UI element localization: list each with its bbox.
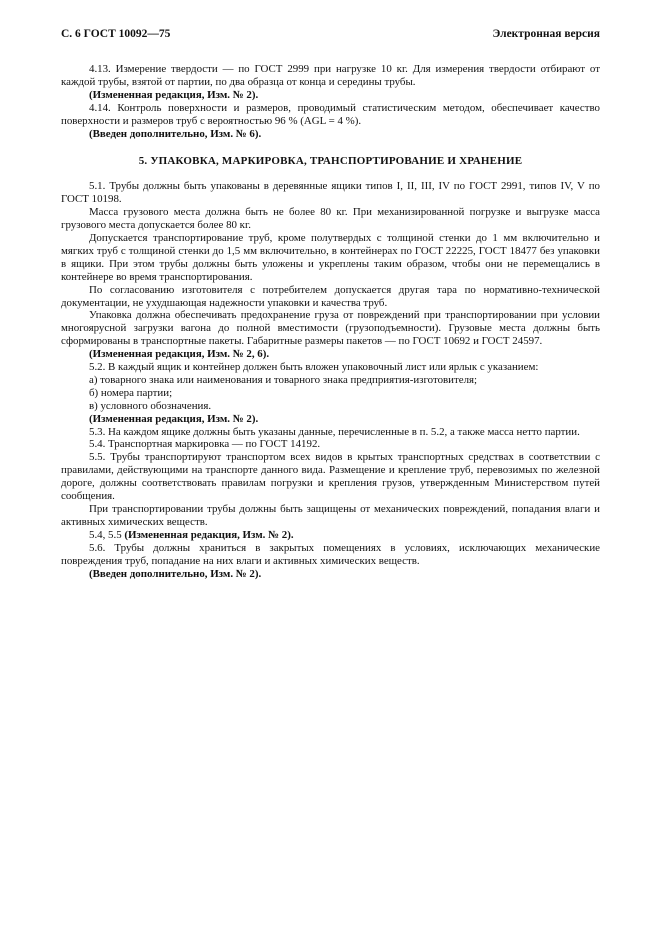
amendment-line xyxy=(61,529,600,542)
paragraph-5-6: 5.6. Трубы должны храниться в закрытых помещениях в условиях, исключающих механические повреждения труб, попадание на них влаги и активных химических веществ. xyxy=(61,541,600,567)
amendment-note: (Измененная редакция, Изм. № 2). xyxy=(89,412,259,425)
paragraph: Упаковка должна обеспечивать предохранение груза от повреждений при транспортировании при условии многоярусной загрузки вагона до полной вместимости (грузоподъемности). Грузовые места должны быть сформированы в транспортные пакеты. Габаритные размеры пакетов — по ГОСТ 10692 и ГОСТ 24597. xyxy=(61,309,600,348)
amendment-note: (Введен дополнительно, Изм. № 6). xyxy=(89,127,262,140)
document-body xyxy=(61,63,600,580)
section-title: 5. УПАКОВКА, МАРКИРОВКА, ТРАНСПОРТИРОВАНИЕ И ХРАНЕНИЕ xyxy=(138,155,523,168)
paragraph-5-4: 5.4. Транспортная маркировка — по ГОСТ 14192. xyxy=(89,438,321,451)
electronic-version-label: Электронная версия xyxy=(492,28,600,40)
paragraph-5-3: 5.3. На каждом ящике должны быть указаны данные, перечисленные в п. 5.2, а также масса нетто партии. xyxy=(89,425,580,438)
paragraph-5-1: 5.1. Трубы должны быть упакованы в деревянные ящики типов I, II, III, IV по ГОСТ 2991, типов IV, V по ГОСТ 10198. xyxy=(61,180,600,206)
paragraph-4-13: 4.13. Измерение твердости — по ГОСТ 2999 при нагрузке 10 кг. Для измерения твердости отбирают от каждой трубы, взятой от партии, по два образца от конца и середины трубы. xyxy=(61,63,600,88)
section-4-tail xyxy=(61,63,600,140)
amendment-note: (Измененная редакция, Изм. № 2, 6). xyxy=(89,348,270,361)
page-number-and-standard: С. 6 ГОСТ 10092—75 xyxy=(61,28,171,40)
section-5 xyxy=(61,180,600,580)
paragraph-5-2: 5.2. В каждый ящик и контейнер должен быть вложен упаковочный лист или ярлык с указанием: xyxy=(89,361,539,374)
paragraph-5-5: 5.5. Трубы транспортируют транспортом всех видов в крытых транспортных средствах в соответствии с правилами, действующими на транспорте данного вида. Размещение и крепление труб, перевозимых по железной дороге, должны соответствовать правилам погрузки и крепления грузов, утвержденным Министерством путей сообщения. xyxy=(61,451,600,503)
paragraph: При транспортировании трубы должны быть защищены от механических повреждений, попадания влаги и активных химических веществ. xyxy=(61,503,600,528)
clause-refs: 5.4, 5.5 xyxy=(89,528,125,541)
amendment-note: (Измененная редакция, Изм. № 2). xyxy=(89,88,259,101)
page-header xyxy=(61,28,600,44)
paragraph: По согласованию изготовителя с потребителем допускается другая тара по нормативно-технической документации, не ухудшающая надежности упаковки и качества труб. xyxy=(61,283,600,309)
list-item: в) условного обозначения. xyxy=(89,399,212,412)
list-item: а) товарного знака или наименования и товарного знака предприятия-изготовителя; xyxy=(89,373,478,386)
paragraph-4-14: 4.14. Контроль поверхности и размеров, проводимый статистическим методом, обеспечивает качество поверхности и размеров труб с вероятностью 96 % (AGL = 4 %). xyxy=(61,101,600,127)
list-item: б) номера партии; xyxy=(89,386,173,399)
paragraph: Допускается транспортирование труб, кроме полутвердых с толщиной стенки до 1 мм включительно и мягких труб с толщиной стенки до 1,5 мм включительно, в контейнерах по ГОСТ 22225, ГОСТ 18477 без упаковки в ящики. При этом трубы должны быть уложены и укреплены таким образом, чтобы они не перемещались в контейнере во время транспортирования. xyxy=(61,231,600,283)
amendment-note: (Введен дополнительно, Изм. № 2). xyxy=(89,567,262,580)
amendment-note: (Измененная редакция, Изм. № 2). xyxy=(124,528,294,541)
paragraph: Масса грузового места должна быть не более 80 кг. При механизированной погрузке и выгрузке масса грузового места допускается более 80 кг. xyxy=(61,206,600,232)
